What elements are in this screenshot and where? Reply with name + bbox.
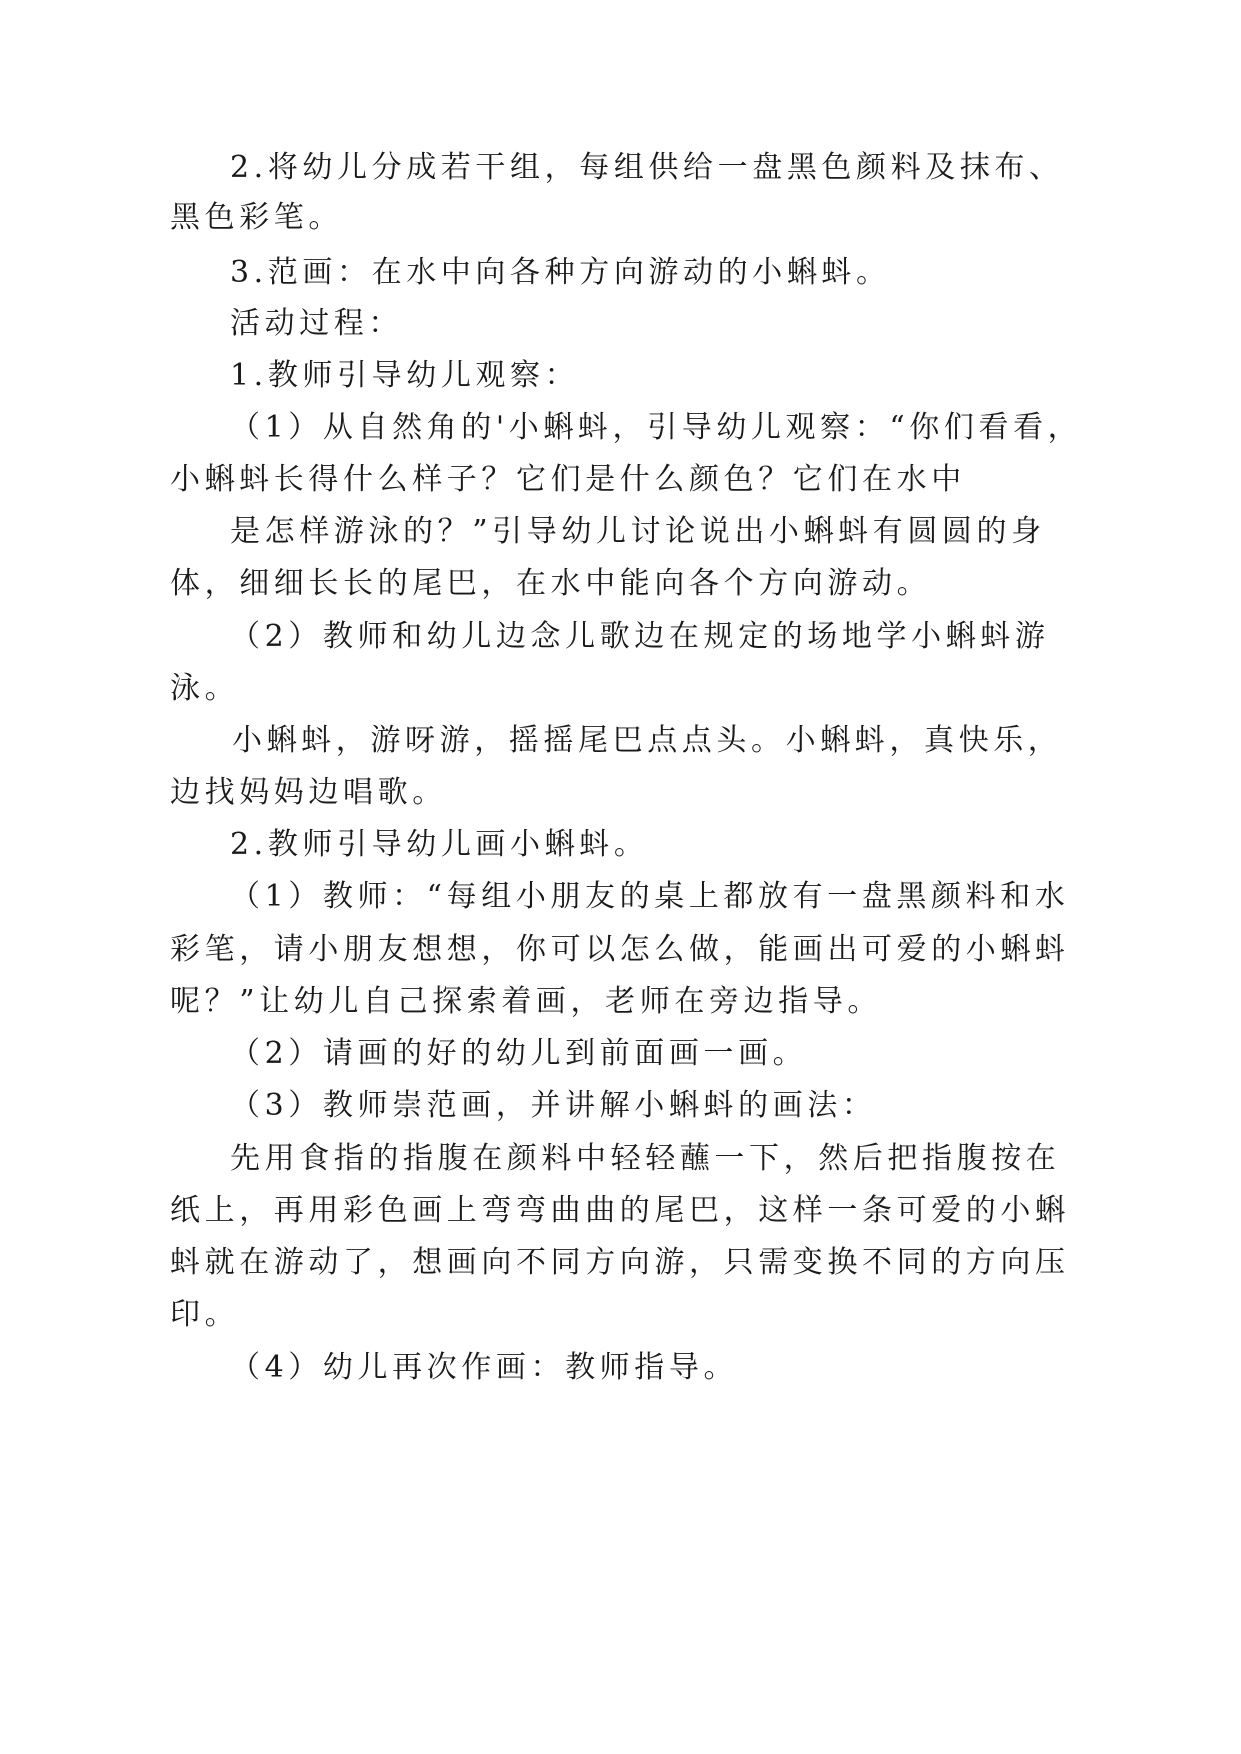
paragraph-line: 纸上，再用彩色画上弯弯曲曲的尾巴，这样一条可爱的小蝌 — [170, 1193, 1070, 1228]
paragraph-line: 泳。 — [170, 671, 240, 706]
paragraph-line: 印。 — [170, 1297, 240, 1332]
paragraph-line: （3）教师崇范画，并讲解小蝌蚪的画法： — [230, 1088, 877, 1123]
paragraph-line: 是怎样游泳的？”引导幼儿讨论说出小蝌蚪有圆圆的身 — [230, 514, 1046, 549]
section-heading: 活动过程： — [230, 306, 403, 341]
paragraph-line: 1.教师引导幼儿观察： — [230, 358, 580, 393]
paragraph-line: （4）幼儿再次作画：教师指导。 — [230, 1350, 739, 1385]
paragraph-line: 2.教师引导幼儿画小蝌蚪。 — [230, 827, 649, 862]
paragraph-line: 先用食指的指腹在颜料中轻轻蘸一下，然后把指腹按在 — [230, 1141, 1061, 1176]
song-line: 边找妈妈边唱歌。 — [170, 775, 447, 810]
paragraph-line: 蚪就在游动了，想画向不同方向游，只需变换不同的方向压 — [170, 1245, 1070, 1280]
paragraph-line: （2）请画的好的幼儿到前面画一画。 — [230, 1036, 808, 1071]
paragraph-line: （1）教师：“每组小朋友的桌上都放有一盘黑颜料和水 — [230, 879, 1070, 914]
paragraph-line: （1）从自然角的'小蝌蚪，引导幼儿观察：“你们看看， — [230, 410, 1083, 445]
paragraph-line: 小蝌蚪长得什么样子？它们是什么颜色？它们在水中 — [170, 462, 966, 497]
paragraph-line: 彩笔，请小朋友想想，你可以怎么做，能画出可爱的小蝌蚪 — [170, 932, 1070, 967]
paragraph-line: 体，细细长长的尾巴，在水中能向各个方向游动。 — [170, 566, 932, 601]
paragraph-line: 3.范画：在水中向各种方向游动的小蝌蚪。 — [230, 255, 891, 290]
paragraph-line: （2）教师和幼儿边念儿歌边在规定的场地学小蝌蚪游 — [230, 619, 1050, 654]
paragraph-line: 呢？”让幼儿自己探索着画，老师在旁边指导。 — [170, 984, 882, 1019]
song-line: 小蝌蚪，游呀游，摇摇尾巴点点头。小蝌蚪，真快乐， — [232, 723, 1063, 758]
paragraph-line: 黑色彩笔。 — [170, 200, 343, 235]
paragraph-line: 2.将幼儿分成若干组，每组供给一盘黑色颜料及抹布、 — [230, 150, 1064, 185]
